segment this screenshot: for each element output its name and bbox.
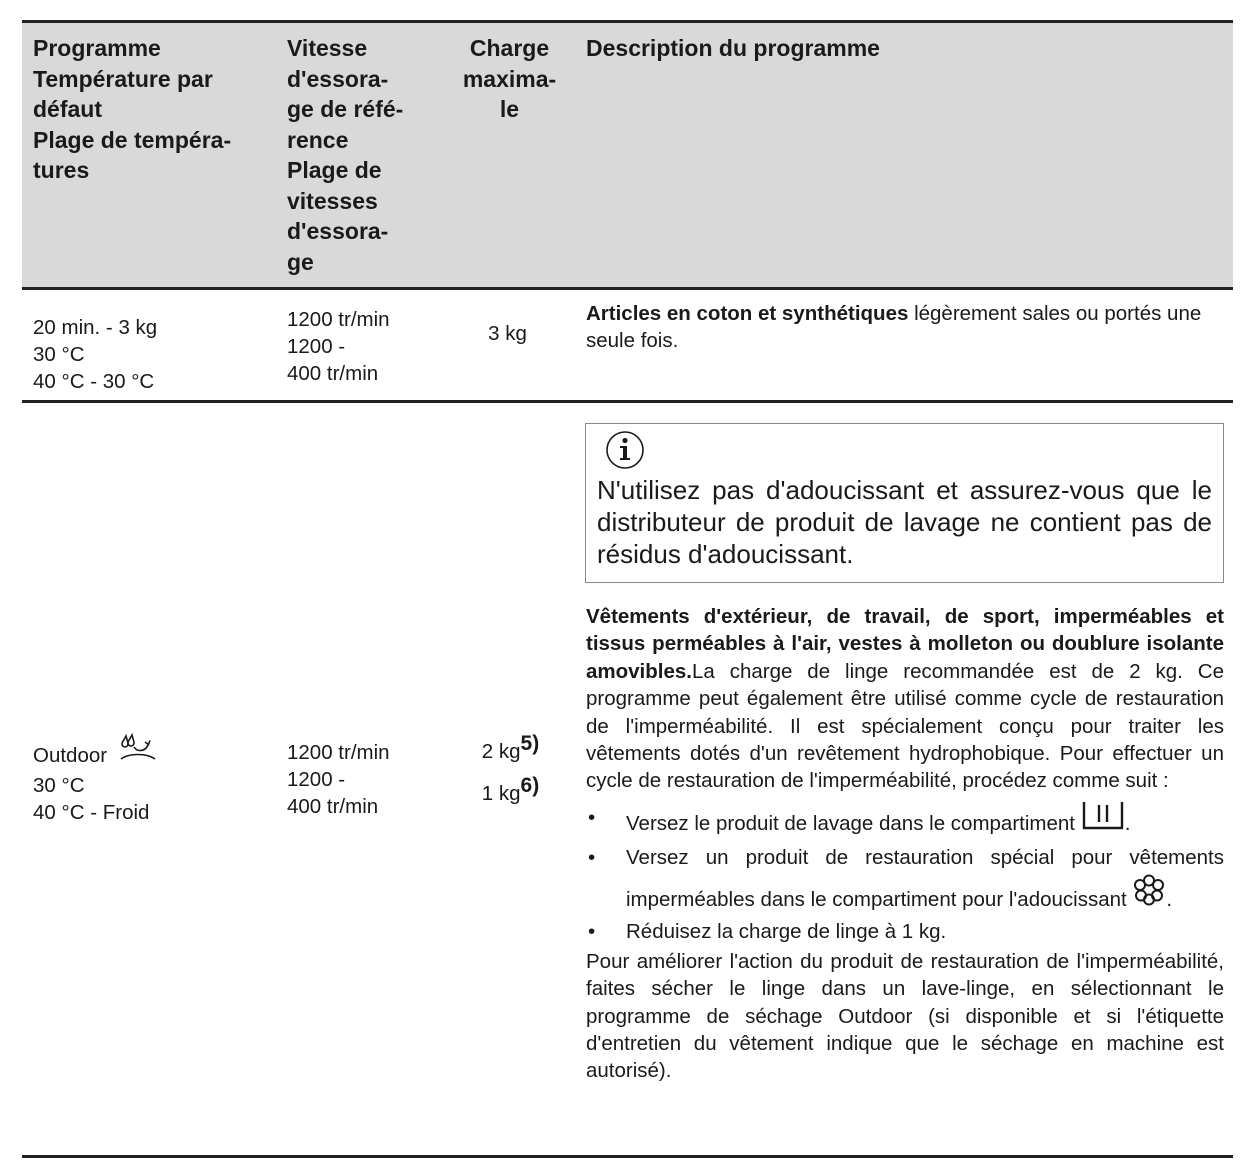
header-line: Température par [33, 65, 213, 92]
header-line: tures [33, 157, 90, 183]
description-text [586, 300, 1224, 354]
max-load-line [446, 769, 575, 811]
bullet: • [588, 919, 596, 943]
temperature-range: 40 °C - 30 °C [33, 370, 155, 393]
table-row [22, 403, 1233, 1158]
bullet: • [588, 805, 596, 829]
max-load-line [446, 727, 575, 769]
bullet: • [588, 845, 596, 869]
footnote-ref[interactable]: 5) [520, 732, 540, 755]
table-header [22, 23, 1233, 290]
description-plain: légèrement sales ou portés une seule fois. [586, 302, 1202, 352]
list-item [586, 842, 1224, 916]
header-line: ge de réfé- [287, 96, 404, 122]
default-temperature: 30 °C [33, 774, 85, 797]
header-line: le [499, 96, 520, 122]
header-line: défaut [33, 96, 102, 122]
header-line: ge [287, 248, 314, 275]
header-line: rence [287, 126, 349, 153]
description-bold: Vêtements d'extérieur, de travail, de sport, imperméables et tissus perméables à l'air, vestes à molleton ou doublure isolante amovibles. [586, 605, 1224, 683]
header-speed [278, 23, 440, 287]
header-line: maxima- [462, 65, 557, 92]
max-load-value: 1 kg [481, 782, 521, 805]
default-temperature: 30 °C [33, 343, 85, 366]
cell-description [575, 290, 1233, 400]
cell-speed [278, 403, 440, 1155]
speed-range: 1200 - [287, 335, 346, 358]
temperature-range: 40 °C - Froid [33, 801, 150, 824]
cell-speed [278, 290, 440, 400]
cell-description [575, 403, 1233, 1155]
max-load-value: 2 kg [481, 740, 521, 763]
closing-paragraph: Pour améliorer l'action du produit de restauration de l'imperméabilité, faites sécher le linge dans un lave-linge, en sélectionnant le programme de séchage Outdoor (si disponible et si l'étiquette d'entretien du vêtement indique que le séchage en machine est autorisé). [586, 949, 1224, 1083]
header-line: Charge [469, 35, 550, 61]
speed-range: 1200 - [287, 768, 346, 791]
outdoor-waterproof-icon [119, 733, 157, 772]
reference-speed: 1200 tr/min [287, 308, 390, 331]
step-text: Réduisez la charge de linge à 1 kg. [626, 919, 947, 943]
speed-range: 400 tr/min [287, 795, 379, 818]
step-text: Versez un produit de restauration spécial pour vêtements imperméables dans le compartiment pour l'adoucissant [626, 845, 1224, 911]
header-line: d'essora- [287, 218, 389, 244]
footnote-ref[interactable]: 6) [520, 774, 540, 797]
steps-list [586, 802, 1224, 948]
header-max-load [440, 23, 575, 287]
header-line: vitesses [287, 187, 378, 214]
cell-programme [22, 290, 278, 400]
cell-max-load [440, 290, 575, 400]
description-plain: La charge de linge recommandée est de 2 kg. Ce programme peut également être utilisé comme cycle de restauration de l'imperméabilité. Il est spécialement conçu pour traiter les vêtements dotés d'un revêtement hydrophobique. Pour effectuer un cycle de restauration de l'imperméabilité, procédez comme suit : [586, 659, 1224, 793]
max-load-value: 3 kg [488, 322, 527, 345]
info-icon [605, 430, 645, 470]
header-line: Vitesse [287, 35, 368, 61]
list-item [586, 916, 1224, 948]
header-line: Programme [33, 35, 161, 61]
description-bold: Articles en coton et synthétiques [586, 302, 909, 325]
programme-name: Outdoor [33, 744, 108, 767]
step-suffix: . [1166, 887, 1173, 911]
softener-flower-icon [1132, 874, 1166, 916]
header-programme [22, 23, 278, 287]
info-box [585, 423, 1224, 583]
programme-name-line [33, 733, 278, 772]
header-line: d'essora- [287, 65, 389, 92]
list-item [586, 802, 1224, 842]
reference-speed: 1200 tr/min [287, 741, 390, 764]
detergent-compartment-icon [1081, 802, 1125, 842]
programme-name: 20 min. - 3 kg [33, 316, 158, 339]
header-line: Plage de [287, 157, 382, 183]
header-line: Description du programme [586, 35, 880, 61]
cell-max-load [440, 403, 575, 1155]
cell-programme [22, 403, 278, 1155]
speed-range: 400 tr/min [287, 362, 379, 385]
programme-table [22, 20, 1233, 1158]
step-text: Versez le produit de lavage dans le compartiment [626, 811, 1075, 835]
description-text [586, 603, 1224, 795]
step-suffix: . [1124, 811, 1131, 835]
table-row [22, 290, 1233, 403]
header-description [575, 23, 1233, 287]
header-line: Plage de tempéra- [33, 126, 232, 153]
info-text: N'utilisez pas d'adoucissant et assurez-vous que le distributeur de produit de lavage ne contient pas de résidus d'adoucissant. [597, 475, 1212, 569]
